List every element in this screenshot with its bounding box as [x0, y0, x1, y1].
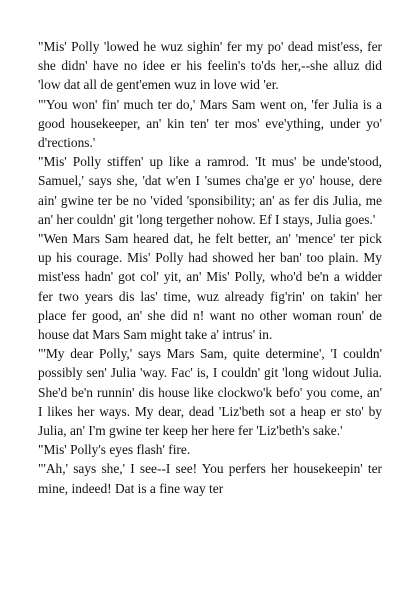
paragraph: "'You won' fin' much ter do,' Mars Sam went on, 'fer Julia is a good housekeeper, an' kin ten' ter mos' eve'ything, under yo' d'rections.': [38, 96, 382, 151]
paragraph: "Mis' Polly stiffen' up like a ramrod. 'It mus' be unde'stood, Samuel,' says she, 'dat w'en I 'sumes cha'ge er yo' house, dere ain' gwine ter be no 'vided 'sponsibility; an' as fer dis Julia, me an' her couldn' git 'long tergether nohow. Ef I stays, Julia goes.': [38, 154, 382, 227]
document-page: [38, 37, 382, 498]
paragraph: "'Ah,' says she,' I see--I see! You perfers her housekeepin' ter mine, indeed! Dat is a fine way ter: [38, 461, 382, 496]
paragraph: "Mis' Polly 'lowed he wuz sighin' fer my po' dead mist'ess, fer she didn' have no idee er his feelin's to'ds her,--she alluz did 'low dat all de gent'emen wuz in love wid 'er.: [38, 39, 382, 93]
paragraph: "'My dear Polly,' says Mars Sam, quite determine', 'I couldn' possibly sen' Julia 'way. Fac' is, I couldn' git 'long widout Julia. She'd be'n runnin' dis house like clockwo'k befo' you come, an' I likes her ways. My dear, dead 'Liz'beth sot a heap er sto' by Julia, an' I'm gwine ter keep her here fer 'Liz'beth's sake.': [38, 346, 382, 439]
paragraph: "Wen Mars Sam heared dat, he felt better, an' 'mence' ter pick up his courage. Mis' Polly had showed her ban' too plain. My mist'ess hadn' got col' yit, an' Mis' Polly, who'd be'n a widder fer two years dis las' time, wuz already fig'rin' on takin' her place fer good, an' she did n! want no other woman roun' de house dat Mars Sam might take a' intrus' in.: [38, 231, 382, 343]
paragraph: "Mis' Polly's eyes flash' fire.: [38, 442, 191, 458]
